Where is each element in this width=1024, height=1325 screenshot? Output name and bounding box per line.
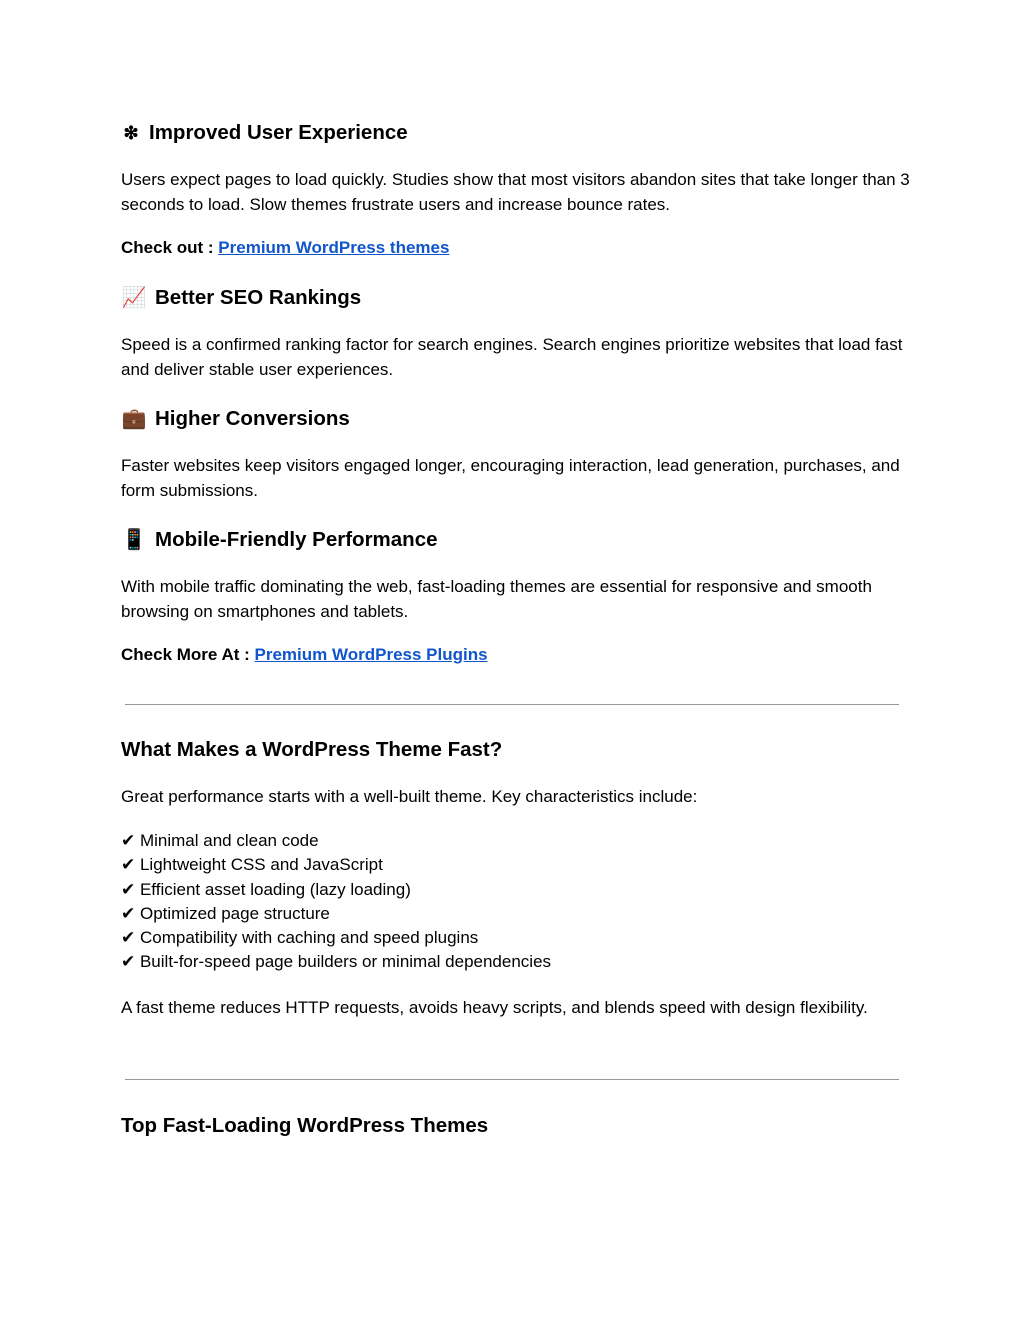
check-label: Check More At : [121,645,255,664]
heading-text: Higher Conversions [155,407,350,430]
list-item: ✔ Built-for-speed page builders or minimal dependencies [121,952,552,972]
paragraph: Users expect pages to load quickly. Studies show that most visitors abandon sites that take longer than 3 seconds to load. Slow themes frustrate users and increase bounce rates. [121,170,910,214]
paragraph: With mobile traffic dominating the web, fast-loading themes are essential for responsive and smooth browsing on smartphones and tablets. [121,577,872,621]
mobile-phone-icon: 📱 [121,529,147,551]
heading-text: Improved User Experience [149,121,408,144]
check-out-line [121,238,449,258]
premium-plugins-link[interactable]: Premium WordPress Plugins [254,645,488,664]
heading-mobile [121,528,438,552]
heading-conversions [121,407,350,431]
divider [125,1079,899,1080]
paragraph: Speed is a confirmed ranking factor for search engines. Search engines prioritize websites that load fast and deliver stable user experiences. [121,335,903,379]
list-item: ✔ Optimized page structure [121,903,330,923]
list-item: ✔ Lightweight CSS and JavaScript [121,855,383,875]
heading-seo [121,286,361,310]
heading-user-experience [121,121,408,145]
premium-themes-link[interactable]: Premium WordPress themes [218,238,450,257]
list-item: ✔ Compatibility with caching and speed plugins [121,928,479,948]
heading-top-themes: Top Fast-Loading WordPress Themes [121,1114,489,1137]
paragraph: Faster websites keep visitors engaged longer, encouraging interaction, lead generation, purchases, and form submissions. [121,456,900,500]
paragraph: A fast theme reduces HTTP requests, avoids heavy scripts, and blends speed with design flexibility. [121,998,868,1017]
paragraph: Great performance starts with a well-built theme. Key characteristics include: [121,787,698,806]
check-more-line [121,645,488,665]
heading-text: Better SEO Rankings [155,286,362,309]
heading-text: Mobile-Friendly Performance [155,528,438,551]
list-item: ✔ Efficient asset loading (lazy loading) [121,879,411,899]
check-label: Check out : [121,238,219,257]
list-item: ✔ Minimal and clean code [121,831,319,850]
sparkle-icon: ❇ [123,123,139,143]
divider [125,704,899,705]
briefcase-icon: 💼 [121,408,147,430]
heading-what-makes-fast: What Makes a WordPress Theme Fast? [121,738,503,761]
characteristics-list [121,829,551,975]
chart-increasing-icon: 📈 [121,287,147,309]
